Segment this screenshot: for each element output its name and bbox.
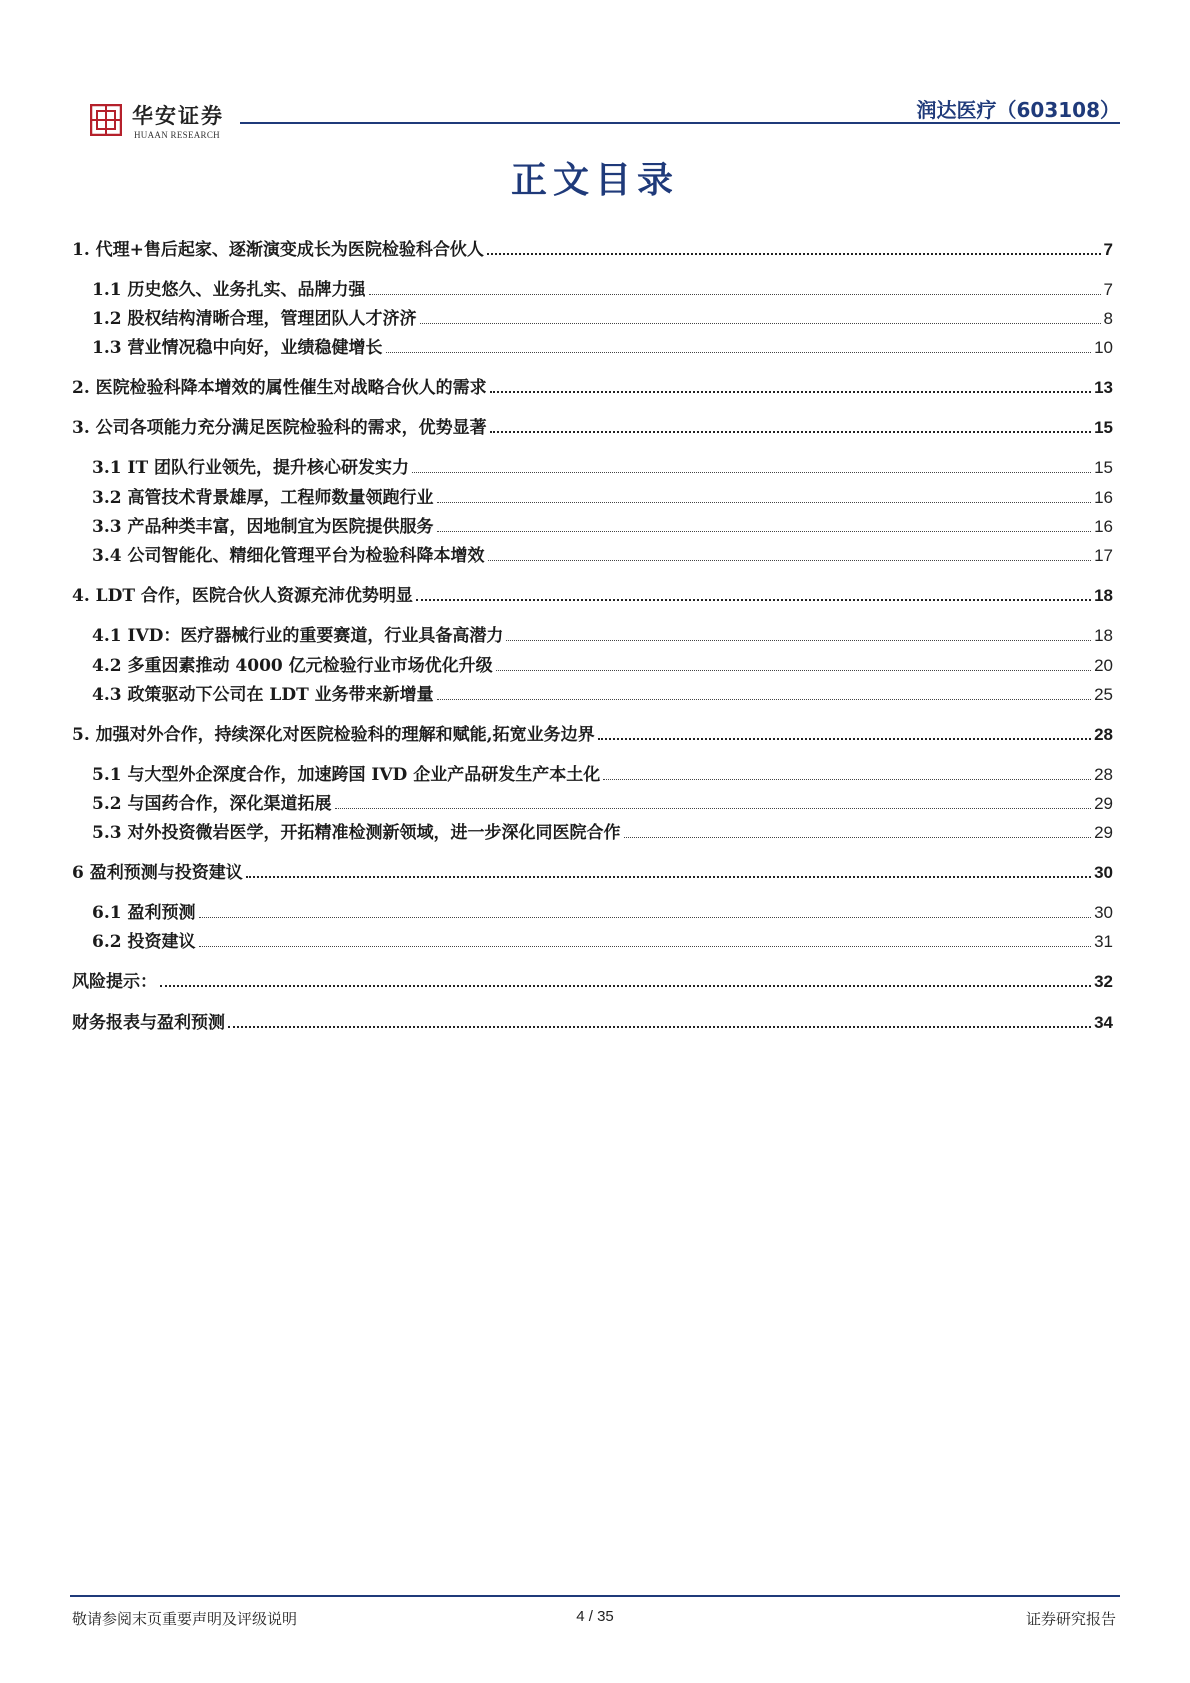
toc-entry[interactable] (92, 790, 1113, 814)
toc-leader-dots (416, 599, 1091, 601)
company-name: 润达医疗（603108） (916, 98, 1120, 122)
toc-leader-dots (412, 472, 1091, 473)
toc-entry[interactable] (72, 721, 1113, 745)
footer-report-type: 证券研究报告 (1025, 1610, 1116, 1628)
toc-entry-label: 5.1 与大型外企深度合作，加速跨国 IVD 企业产品研发生产本土化 (92, 765, 601, 785)
toc-entry-label: 1.2 股权结构清晰合理，管理团队人才济济 (92, 309, 417, 329)
toc-entry[interactable] (72, 374, 1113, 398)
toc-entry[interactable] (92, 276, 1113, 300)
toc-leader-dots (369, 294, 1101, 295)
toc-entry-label: 1.3 营业情况稳中向好，业绩稳健增长 (92, 338, 383, 358)
toc-entry-page: 18 (1094, 586, 1113, 605)
toc-leader-dots (228, 1026, 1091, 1028)
toc-entry-label: 4.1 IVD：医疗器械行业的重要赛道，行业具备高潜力 (92, 626, 504, 646)
toc-entry-page: 18 (1094, 626, 1113, 645)
toc-entry[interactable] (92, 454, 1113, 478)
toc-entry-label: 6.2 投资建议 (92, 932, 196, 952)
page-header (70, 90, 1120, 140)
toc-entry-label: 3.3 产品种类丰富，因地制宜为医院提供服务 (92, 517, 434, 537)
toc-entry[interactable] (92, 899, 1113, 923)
toc-entry-label: 6.1 盈利预测 (92, 903, 196, 923)
toc-entry-page: 7 (1103, 280, 1113, 299)
toc-entry-page: 13 (1094, 378, 1113, 397)
toc-entry[interactable] (92, 819, 1113, 843)
toc-entry-label: 财务报表与盈利预测 (72, 1013, 225, 1033)
toc-entry-page: 29 (1094, 794, 1113, 813)
toc-entry[interactable] (92, 928, 1113, 952)
toc-entry-label: 4.3 政策驱动下公司在 LDT 业务带来新增量 (92, 685, 434, 705)
toc-leader-dots (199, 917, 1092, 918)
toc-entry-page: 30 (1094, 903, 1113, 922)
toc-entry-page: 32 (1094, 972, 1113, 991)
toc-entry-page: 16 (1094, 517, 1113, 536)
toc-leader-dots (386, 352, 1092, 353)
toc-entry[interactable] (92, 305, 1113, 329)
toc-entry-page: 20 (1094, 656, 1113, 675)
toc-leader-dots (487, 253, 1101, 255)
toc-entry-label: 3.4 公司智能化、精细化管理平台为检验科降本增效 (92, 546, 485, 566)
toc-entry[interactable] (92, 652, 1113, 676)
toc-entry[interactable] (72, 859, 1113, 883)
footer-divider (70, 1595, 1120, 1597)
toc-leader-dots (490, 391, 1091, 393)
toc-leader-dots (598, 738, 1091, 740)
toc-leader-dots (335, 808, 1092, 809)
toc-entry[interactable] (92, 681, 1113, 705)
toc-entry-page: 10 (1094, 338, 1113, 357)
toc-entry-page: 31 (1094, 932, 1113, 951)
toc-entry-page: 8 (1103, 309, 1113, 328)
toc-leader-dots (506, 640, 1091, 641)
toc-entry-label: 3.2 高管技术背景雄厚，工程师数量领跑行业 (92, 488, 434, 508)
toc-entry[interactable] (92, 542, 1113, 566)
toc-entry[interactable] (72, 1009, 1113, 1033)
toc-entry-page: 28 (1094, 765, 1113, 784)
toc-entry-page: 17 (1094, 546, 1113, 565)
toc-entry-page: 15 (1094, 458, 1113, 477)
toc-entry[interactable] (72, 968, 1113, 992)
logo-chinese-name: 华安证券 (132, 103, 224, 128)
toc-entry[interactable] (92, 761, 1113, 785)
huaan-logo-icon (90, 104, 122, 136)
footer-disclaimer: 敬请参阅末页重要声明及评级说明 (72, 1610, 298, 1628)
toc-entry-page: 28 (1094, 725, 1113, 744)
toc-leader-dots (246, 876, 1091, 878)
toc-entry-label: 5.2 与国药合作，深化渠道拓展 (92, 794, 332, 814)
toc-entry-label: 4. LDT 合作，医院合伙人资源充沛优势明显 (72, 586, 413, 606)
toc-leader-dots (437, 531, 1092, 532)
toc-leader-dots (437, 502, 1092, 503)
toc-entry-page: 15 (1094, 418, 1113, 437)
toc-leader-dots (603, 779, 1091, 780)
toc-entry[interactable] (72, 582, 1113, 606)
toc-entry[interactable] (92, 334, 1113, 358)
toc-entry-label: 4.2 多重因素推动 4000 亿元检验行业市场优化升级 (92, 656, 493, 676)
page-number: 4 / 35 (576, 1608, 614, 1625)
toc-entry-label: 3.1 IT 团队行业领先，提升核心研发实力 (92, 458, 410, 478)
toc-entry-label: 2. 医院检验科降本增效的属性催生对战略合伙人的需求 (72, 378, 487, 398)
toc-entry-label: 5. 加强对外合作，持续深化对医院检验科的理解和赋能,拓宽业务边界 (72, 725, 595, 745)
toc-entry-page: 34 (1094, 1013, 1113, 1032)
toc-entry-label: 1.1 历史悠久、业务扎实、品牌力强 (92, 280, 366, 300)
toc-leader-dots (199, 946, 1092, 947)
page-title: 正文目录 (510, 159, 679, 201)
toc-leader-dots (437, 699, 1091, 700)
toc-leader-dots (496, 670, 1091, 671)
toc-leader-dots (490, 431, 1091, 433)
toc-entry[interactable] (72, 414, 1113, 438)
toc-leader-dots (160, 985, 1091, 987)
toc-entry-label: 5.3 对外投资微岩医学，开拓精准检测新领域，进一步深化同医院合作 (92, 823, 621, 843)
toc-leader-dots (624, 837, 1092, 838)
toc-entry-label: 风险提示： (72, 972, 157, 992)
toc-leader-dots (420, 323, 1101, 324)
toc-entry-label: 6 盈利预测与投资建议 (72, 863, 243, 883)
toc-entry[interactable] (72, 236, 1113, 260)
toc-entry[interactable] (92, 513, 1113, 537)
toc-entry[interactable] (92, 622, 1113, 646)
toc-entry-page: 30 (1094, 863, 1113, 882)
toc-entry-page: 29 (1094, 823, 1113, 842)
toc-entry-label: 1. 代理+售后起家、逐渐演变成长为医院检验科合伙人 (72, 240, 484, 260)
toc-entry[interactable] (92, 484, 1113, 508)
toc-entry-page: 7 (1103, 240, 1113, 259)
toc-entry-label: 3. 公司各项能力充分满足医院检验科的需求，优势显著 (72, 418, 487, 438)
toc-leader-dots (488, 560, 1092, 561)
toc-entry-page: 25 (1094, 685, 1113, 704)
logo-english-name: HUAAN RESEARCH (134, 130, 220, 140)
toc-entry-page: 16 (1094, 488, 1113, 507)
